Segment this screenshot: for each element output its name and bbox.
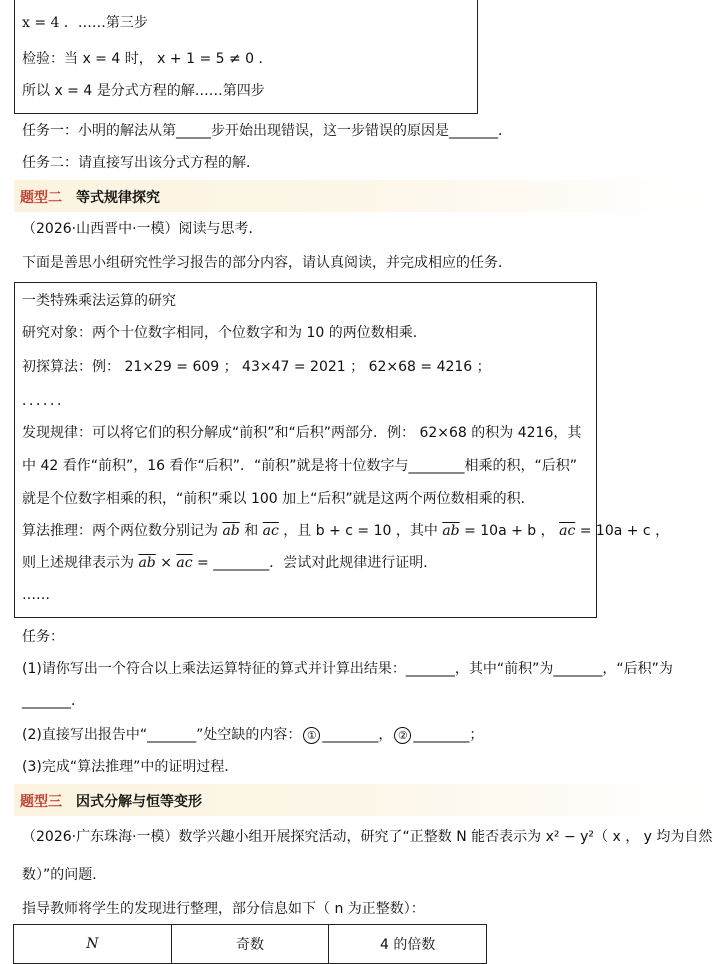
- report-ellipsis: ……: [22, 587, 50, 603]
- solution-step4: 所以 x = 4 是分式方程的解……第四步: [22, 83, 265, 99]
- intro-continued-3: 数）”的问题．: [22, 867, 107, 883]
- tasks-label: 任务：: [22, 629, 64, 645]
- table-header-n: N: [14, 925, 172, 964]
- question-1-continued: _______．: [22, 693, 85, 709]
- section-header-2: [14, 180, 706, 212]
- report-inference-2: 则上述规律表示为 $\overline{ab} \times \overline{ac}$ = ________．尝试对此规律进行证明．: [22, 555, 438, 571]
- section-title-2: 等式规律探究: [76, 190, 160, 206]
- intro-source-2: （2026·山西晋中·一模）阅读与思考．: [22, 221, 263, 237]
- intro-text-2: 下面是善思小组研究性学习报告的部分内容，请认真阅读，并完成相应的任务．: [22, 255, 512, 271]
- circled-two-icon: ②: [394, 727, 411, 744]
- circled-one-icon: ①: [303, 727, 320, 744]
- intro-text-3: 指导教师将学生的发现进行整理，部分信息如下（ n 为正整数）：: [22, 901, 425, 917]
- table-row: [14, 925, 487, 964]
- task-one: 任务一：小明的解法从第_____步开始出现错误，这一步错误的原因是_______．: [22, 123, 512, 139]
- report-rule-2: 中 42 看作“前积”，16 看作“后积”．“前积”就是将十位数字与________相乘的积，“后积”: [22, 458, 578, 474]
- table-header-multiple-of-4: 4 的倍数: [329, 925, 487, 964]
- report-rule-3: 就是个位数字相乘的积，“前积”乘以 100 加上“后积”就是这两个两位数相乘的积．: [22, 491, 535, 507]
- table-header-odd: 奇数: [171, 925, 329, 964]
- report-title: 一类特殊乘法运算的研究: [22, 293, 176, 309]
- overline-ab: $\overline{ab}$: [222, 523, 240, 539]
- solution-step3: x = 4 ．……第三步: [22, 15, 148, 31]
- overline-ab-3: $\overline{ab}$: [138, 555, 156, 571]
- section-title-3: 因式分解与恒等变形: [76, 794, 202, 810]
- report-trial: 初探算法：例： 21×29 = 609 ； 43×47 = 2021 ； 62×68 = 4216 ；: [22, 359, 491, 375]
- intro-source-3: （2026·广东珠海·一模）数学兴趣小组开展探究活动，研究了“正整数 N 能否表示为 x² − y²（ x ， y 均为自然: [22, 829, 713, 845]
- overline-ac-2: $\overline{ac}$: [559, 523, 576, 539]
- report-inference-1: 算法推理：两个两位数分别记为 $\overline{ab}$ 和 $\overline{ac}$ ，且 b + c = 10 ，其中 $\overline{ab} = 10a + b$ ， $\overline{ac} = 10a + c$ ，: [22, 523, 670, 539]
- report-rule-1: 发现规律：可以将它们的积分解成“前积”和“后积”两部分．例： 62×68 的积为 4216，其: [22, 425, 582, 441]
- overline-ac: $\overline{ac}$: [262, 523, 279, 539]
- section-header-3: [14, 784, 706, 816]
- report-object: 研究对象：两个十位数字相同，个位数字和为 10 的两位数相乘．: [22, 325, 427, 341]
- overline-ac-3: $\overline{ac}$: [176, 555, 193, 571]
- solution-check: 检验：当 x = 4 时， x + 1 = 5 ≠ 0 ．: [22, 51, 273, 67]
- task-two: 任务二：请直接写出该分式方程的解．: [22, 155, 260, 171]
- question-3: (3)完成“算法推理”中的证明过程．: [22, 759, 239, 775]
- question-2: (2)直接写出报告中“_______”处空缺的内容： ① ________， ② ________；: [22, 727, 484, 743]
- question-1: (1)请你写出一个符合以上乘法运算特征的算式并计算出结果：_______，其中“前积”为_______，“后积”为: [22, 661, 673, 677]
- number-table: [13, 924, 487, 964]
- section-label-2: 题型二: [20, 190, 62, 206]
- report-dots: ．．．．．．: [22, 393, 71, 409]
- section-label-3: 题型三: [20, 794, 62, 810]
- overline-ab-2: $\overline{ab}$: [442, 523, 460, 539]
